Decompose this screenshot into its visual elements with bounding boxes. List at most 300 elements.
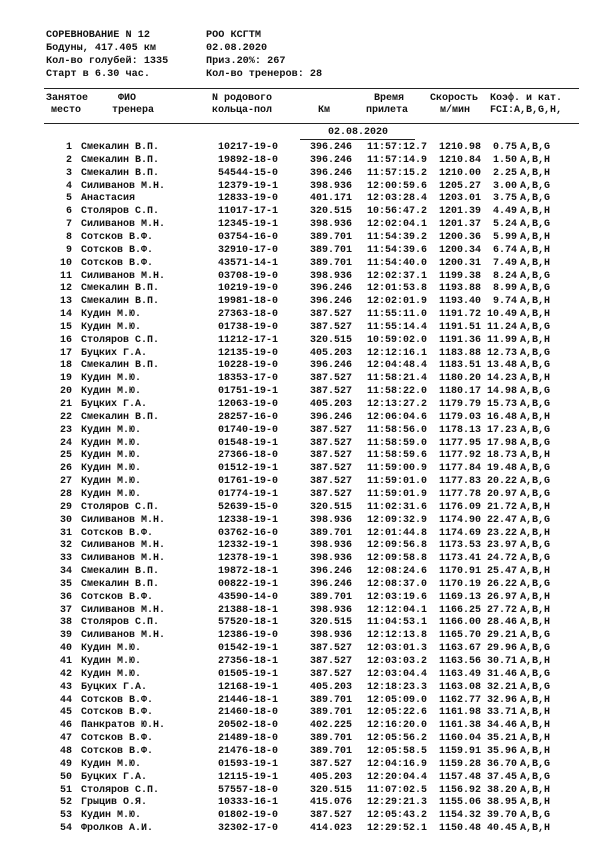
cell-coef: 16.48: [486, 411, 517, 423]
cell-trainer: Буцких Г.А.: [81, 771, 148, 783]
table-row: [0, 257, 600, 270]
cell-place: 3: [65, 167, 72, 179]
col-speed-header-2: м/мин: [440, 105, 471, 116]
cell-fci: A,B,G: [520, 476, 551, 488]
cell-trainer: Силиванов М.Н.: [81, 540, 166, 552]
cell-ring: 20502-18-0: [218, 720, 279, 732]
cell-trainer: Сотсков В.Ф.: [81, 694, 154, 706]
table-row: [0, 321, 600, 334]
cell-time: 11:54:40.0: [366, 257, 427, 269]
cell-coef: 13.48: [486, 360, 517, 372]
cell-place: 11: [59, 270, 72, 282]
cell-km: 389.701: [309, 231, 352, 243]
cell-trainer: Фролков А.И.: [81, 823, 154, 835]
cell-place: 26: [59, 463, 72, 475]
cell-fci: A,B,G: [520, 681, 551, 693]
cell-trainer: Сотсков В.Ф.: [81, 733, 154, 745]
cell-trainer: Смекалин В.П.: [81, 283, 160, 295]
table-row: [0, 385, 600, 398]
cell-km: 405.203: [309, 771, 352, 783]
cell-fci: A,B,H: [520, 604, 551, 616]
cell-time: 11:04:53.1: [366, 617, 427, 629]
cell-coef: 3.75: [492, 193, 517, 205]
cell-trainer: Силиванов М.Н.: [81, 514, 166, 526]
cell-fci: A,B,H: [520, 720, 551, 732]
cell-trainer: Грыцив О.Я.: [81, 797, 148, 809]
cell-coef: 8.24: [492, 270, 517, 282]
cell-fci: A,B,G: [520, 219, 551, 231]
cell-trainer: Смекалин В.П.: [81, 142, 160, 153]
cell-km: 398.936: [309, 630, 352, 642]
cell-speed: 1183.51: [438, 360, 481, 372]
cell-speed: 1177.92: [438, 450, 481, 462]
table-row: [0, 719, 600, 732]
cell-coef: 3.00: [492, 180, 517, 192]
cell-trainer: Панкратов Ю.Н.: [81, 720, 166, 732]
cell-ring: 12338-19-1: [218, 514, 279, 526]
cell-fci: A,B,G: [520, 193, 551, 205]
cell-fci: A,B,G: [520, 424, 551, 436]
cell-coef: 21.72: [486, 501, 517, 513]
table-row: [0, 347, 600, 360]
cell-speed: 1162.77: [438, 694, 481, 706]
cell-ring: 12386-19-0: [218, 630, 279, 642]
cell-ring: 12135-19-0: [218, 347, 279, 359]
cell-ring: 57520-18-1: [218, 617, 279, 629]
cell-km: 398.936: [309, 270, 352, 282]
cell-trainer: Смекалин В.П.: [81, 154, 160, 166]
cell-trainer: Столяров С.П.: [81, 334, 160, 346]
table-row: [0, 552, 600, 565]
cell-speed: 1165.70: [438, 630, 481, 642]
cell-place: 44: [59, 694, 72, 706]
cell-coef: 12.73: [486, 347, 517, 359]
cell-trainer: Столяров С.П.: [81, 501, 160, 513]
cell-place: 31: [59, 527, 72, 539]
cell-fci: A,B,G: [520, 386, 551, 398]
cell-coef: 22.47: [486, 514, 517, 526]
cell-coef: 5.99: [492, 231, 517, 243]
cell-trainer: Силиванов М.Н.: [81, 219, 166, 231]
cell-speed: 1201.37: [438, 219, 481, 231]
cell-trainer: Сотсков В.Ф.: [81, 591, 154, 603]
cell-km: 387.527: [309, 643, 352, 655]
cell-place: 17: [59, 347, 72, 359]
cell-ring: 12063-19-0: [218, 399, 279, 410]
cell-ring: 21388-18-1: [218, 604, 279, 616]
cell-place: 49: [59, 758, 72, 770]
cell-fci: A,B,H: [520, 154, 551, 166]
table-row: [0, 565, 600, 578]
table-row: [0, 218, 600, 231]
cell-place: 48: [59, 745, 72, 757]
cell-time: 12:05:56.2: [366, 733, 427, 745]
cell-km: 387.527: [309, 373, 352, 385]
cell-time: 12:01:44.8: [366, 527, 427, 539]
cell-speed: 1200.34: [438, 244, 481, 256]
cell-km: 415.076: [309, 797, 352, 809]
table-row: [0, 167, 600, 180]
cell-time: 12:06:04.6: [366, 411, 427, 423]
cell-place: 6: [65, 206, 72, 218]
cell-fci: A,B,H: [520, 707, 551, 719]
cell-fci: A,B,H: [520, 797, 551, 809]
cell-time: 12:12:13.8: [366, 630, 427, 642]
cell-time: 11:54:39.6: [366, 244, 427, 256]
cell-coef: 15.73: [486, 399, 517, 410]
cell-speed: 1191.51: [438, 321, 481, 333]
cell-place: 13: [59, 296, 72, 308]
cell-km: 387.527: [309, 810, 352, 822]
cell-coef: 34.46: [486, 720, 517, 732]
cell-time: 12:12:04.1: [366, 604, 427, 616]
table-row: [0, 411, 600, 424]
cell-fci: A,B,G: [520, 578, 551, 590]
cell-place: 15: [59, 321, 72, 333]
cell-fci: A,B,G: [520, 360, 551, 372]
cell-trainer: Кудин М.Ю.: [81, 488, 142, 500]
cell-ring: 12332-19-1: [218, 540, 279, 552]
cell-place: 52: [59, 797, 72, 809]
cell-coef: 36.70: [486, 758, 517, 770]
cell-ring: 03708-19-0: [218, 270, 279, 282]
table-row: [0, 141, 600, 154]
cell-place: 50: [59, 771, 72, 783]
table-row: [0, 527, 600, 540]
cell-coef: 8.99: [492, 283, 517, 295]
cell-ring: 10219-19-0: [218, 283, 279, 295]
cell-time: 12:05:58.5: [366, 745, 427, 757]
cell-ring: 01512-19-1: [218, 463, 279, 475]
cell-coef: 9.74: [492, 296, 517, 308]
cell-coef: 11.24: [486, 321, 517, 333]
cell-place: 35: [59, 578, 72, 590]
cell-speed: 1163.08: [438, 681, 481, 693]
cell-fci: A,B,G: [520, 771, 551, 783]
cell-place: 20: [59, 386, 72, 398]
cell-fci: A,B,G: [520, 437, 551, 449]
cell-km: 320.515: [309, 784, 352, 796]
cell-trainer: Столяров С.П.: [81, 617, 160, 629]
cell-coef: 5.24: [492, 219, 517, 231]
cell-place: 30: [59, 514, 72, 526]
cell-place: 27: [59, 476, 72, 488]
cell-coef: 4.49: [492, 206, 517, 218]
cell-trainer: Столяров С.П.: [81, 784, 160, 796]
competition-date: 02.08.2020: [206, 43, 268, 54]
table-row: [0, 308, 600, 321]
cell-km: 389.701: [309, 707, 352, 719]
cell-ring: 01738-19-0: [218, 321, 279, 333]
table-row: [0, 784, 600, 797]
cell-fci: A,B,H: [520, 334, 551, 346]
cell-fci: A,B,H: [520, 257, 551, 269]
cell-time: 12:09:56.8: [366, 540, 427, 552]
col-coef-header-2: FCI:A,B,G,H,: [490, 105, 563, 116]
cell-coef: 18.73: [486, 450, 517, 462]
cell-coef: 32.96: [486, 694, 517, 706]
cell-ring: 57557-18-0: [218, 784, 279, 796]
cell-place: 25: [59, 450, 72, 462]
cell-speed: 1159.28: [438, 758, 481, 770]
cell-trainer: Буцких Г.А.: [81, 399, 148, 410]
cell-coef: 32.21: [486, 681, 517, 693]
cell-speed: 1180.20: [438, 373, 481, 385]
cell-trainer: Буцких Г.А.: [81, 347, 148, 359]
table-row: [0, 642, 600, 655]
cell-ring: 10217-19-0: [218, 142, 279, 153]
cell-ring: 28257-16-0: [218, 411, 279, 423]
cell-trainer: Кудин М.Ю.: [81, 668, 142, 680]
cell-place: 38: [59, 617, 72, 629]
cell-speed: 1157.48: [438, 771, 481, 783]
col-time-header-2: прилета: [366, 105, 409, 116]
cell-fci: A,B,H: [520, 566, 551, 578]
cell-speed: 1177.84: [438, 463, 481, 475]
cell-time: 12:29:52.1: [366, 823, 427, 835]
cell-fci: A,B,G: [520, 399, 551, 410]
cell-coef: 29.96: [486, 643, 517, 655]
cell-fci: A,B,G: [520, 321, 551, 333]
prizes-count: Приз.20%: 267: [206, 56, 286, 67]
cell-speed: 1210.00: [438, 167, 481, 179]
table-row: [0, 694, 600, 707]
cell-ring: 12345-19-1: [218, 219, 279, 231]
cell-time: 12:03:28.4: [366, 193, 427, 205]
cell-fci: A,B,G: [520, 463, 551, 475]
cell-time: 11:55:11.0: [366, 309, 427, 321]
cell-km: 405.203: [309, 347, 352, 359]
cell-fci: A,B,G: [520, 347, 551, 359]
cell-coef: 25.47: [486, 566, 517, 578]
cell-trainer: Кудин М.Ю.: [81, 309, 142, 321]
cell-place: 8: [65, 231, 72, 243]
cell-km: 387.527: [309, 463, 352, 475]
cell-place: 29: [59, 501, 72, 513]
cell-km: 396.246: [309, 411, 352, 423]
col-speed-header: Скорость: [430, 93, 479, 104]
cell-time: 11:54:39.2: [366, 231, 427, 243]
col-name-header: ФИО: [118, 93, 137, 104]
cell-speed: 1179.03: [438, 411, 481, 423]
cell-coef: 20.22: [486, 476, 517, 488]
cell-place: 19: [59, 373, 72, 385]
cell-place: 28: [59, 488, 72, 500]
cell-km: 396.246: [309, 360, 352, 372]
cell-ring: 01548-19-1: [218, 437, 279, 449]
cell-km: 387.527: [309, 437, 352, 449]
cell-km: 389.701: [309, 745, 352, 757]
cell-ring: 11017-17-1: [218, 206, 279, 218]
cell-speed: 1161.98: [438, 707, 481, 719]
cell-ring: 01751-19-1: [218, 386, 279, 398]
cell-time: 11:59:01.0: [366, 476, 427, 488]
cell-place: 12: [59, 283, 72, 295]
cell-trainer: Кудин М.Ю.: [81, 758, 142, 770]
cell-speed: 1174.90: [438, 514, 481, 526]
cell-trainer: Кудин М.Ю.: [81, 373, 142, 385]
table-row: [0, 668, 600, 681]
cell-fci: A,B,H: [520, 591, 551, 603]
cell-coef: 29.21: [486, 630, 517, 642]
cell-coef: 37.45: [486, 771, 517, 783]
cell-time: 11:59:00.9: [366, 463, 427, 475]
flight-distance: Бодуны, 417.405 км: [46, 43, 157, 54]
cell-speed: 1191.72: [438, 309, 481, 321]
table-row: [0, 745, 600, 758]
cell-ring: 18353-17-0: [218, 373, 279, 385]
cell-ring: 27356-18-1: [218, 656, 279, 667]
cell-trainer: Кудин М.Ю.: [81, 643, 142, 655]
cell-place: 41: [59, 656, 72, 667]
cell-place: 24: [59, 437, 72, 449]
cell-speed: 1177.95: [438, 437, 481, 449]
cell-coef: 26.22: [486, 578, 517, 590]
cell-time: 12:00:59.6: [366, 180, 427, 192]
cell-place: 2: [65, 154, 72, 166]
cell-place: 37: [59, 604, 72, 616]
cell-coef: 1.50: [492, 154, 517, 166]
cell-coef: 7.49: [492, 257, 517, 269]
cell-speed: 1191.36: [438, 334, 481, 346]
cell-time: 11:57:14.9: [366, 154, 427, 166]
table-row: [0, 514, 600, 527]
cell-ring: 11212-17-1: [218, 334, 279, 346]
cell-speed: 1163.56: [438, 656, 481, 667]
table-row: [0, 244, 600, 257]
col-place-header-2: место: [51, 105, 82, 116]
date-row: 02.08.2020: [328, 127, 389, 138]
table-row: [0, 796, 600, 809]
cell-trainer: Смекалин В.П.: [81, 411, 160, 423]
cell-trainer: Силиванов М.Н.: [81, 630, 166, 642]
cell-fci: A,B,H: [520, 206, 551, 218]
cell-ring: 01761-19-0: [218, 476, 279, 488]
cell-place: 51: [59, 784, 72, 796]
cell-place: 10: [59, 257, 72, 269]
cell-km: 389.701: [309, 733, 352, 745]
date-row-rule: [300, 139, 415, 140]
cell-coef: 40.45: [486, 823, 517, 835]
cell-time: 11:58:21.4: [366, 373, 427, 385]
cell-km: 387.527: [309, 450, 352, 462]
cell-coef: 20.97: [486, 488, 517, 500]
cell-trainer: Смекалин В.П.: [81, 360, 160, 372]
cell-fci: A,B,G: [520, 488, 551, 500]
cell-trainer: Кудин М.Ю.: [81, 321, 142, 333]
cell-time: 12:03:04.4: [366, 668, 427, 680]
cell-time: 12:08:24.6: [366, 566, 427, 578]
cell-coef: 35.96: [486, 745, 517, 757]
cell-place: 18: [59, 360, 72, 372]
cell-speed: 1200.31: [438, 257, 481, 269]
cell-fci: A,B,H: [520, 411, 551, 423]
cell-ring: 10228-19-0: [218, 360, 279, 372]
cell-ring: 32302-17-0: [218, 823, 279, 835]
cell-place: 43: [59, 681, 72, 693]
cell-trainer: Кудин М.Ю.: [81, 386, 142, 398]
cell-fci: A,B,H: [520, 745, 551, 757]
col-name-header-2: тренера: [112, 105, 155, 116]
cell-ring: 19981-18-0: [218, 296, 279, 308]
cell-time: 12:03:19.6: [366, 591, 427, 603]
cell-km: 320.515: [309, 501, 352, 513]
cell-coef: 30.71: [486, 656, 517, 667]
table-row: [0, 334, 600, 347]
cell-ring: 21489-18-0: [218, 733, 279, 745]
cell-fci: A,B,H: [520, 617, 551, 629]
table-row: [0, 154, 600, 167]
organization: РОО КСГТМ: [206, 30, 262, 41]
cell-km: 398.936: [309, 540, 352, 552]
table-row: [0, 604, 600, 617]
cell-km: 389.701: [309, 244, 352, 256]
cell-time: 11:02:31.6: [366, 501, 427, 513]
cell-time: 12:16:20.0: [366, 720, 427, 732]
cell-km: 389.701: [309, 527, 352, 539]
cell-coef: 17.23: [486, 424, 517, 436]
cell-place: 42: [59, 668, 72, 680]
cell-trainer: Силиванов М.Н.: [81, 604, 166, 616]
cell-km: 396.246: [309, 296, 352, 308]
cell-time: 12:13:27.2: [366, 399, 427, 410]
cell-km: 387.527: [309, 424, 352, 436]
cell-coef: 33.71: [486, 707, 517, 719]
cell-ring: 21446-18-1: [218, 694, 279, 706]
cell-fci: A,B,G: [520, 270, 551, 282]
cell-time: 11:55:14.4: [366, 321, 427, 333]
table-row: [0, 398, 600, 411]
cell-fci: A,B,G: [520, 810, 551, 822]
cell-time: 11:57:15.2: [366, 167, 427, 179]
cell-speed: 1177.78: [438, 488, 481, 500]
table-row: [0, 359, 600, 372]
cell-km: 396.246: [309, 283, 352, 295]
table-row: [0, 462, 600, 475]
cell-trainer: Силиванов М.Н.: [81, 553, 166, 565]
table-row: [0, 282, 600, 295]
cell-trainer: Смекалин В.П.: [81, 167, 160, 179]
cell-trainer: Кудин М.Ю.: [81, 810, 142, 822]
cell-ring: 01802-19-0: [218, 810, 279, 822]
cell-ring: 00822-19-1: [218, 578, 279, 590]
col-coef-header: Коэф. и кат.: [490, 93, 563, 104]
start-time: Старт в 6.30 час.: [46, 69, 150, 80]
table-row: [0, 437, 600, 450]
cell-ring: 19892-18-0: [218, 154, 279, 166]
cell-speed: 1155.06: [438, 797, 481, 809]
cell-coef: 26.97: [486, 591, 517, 603]
cell-fci: A,B,H: [520, 296, 551, 308]
cell-ring: 12378-19-1: [218, 553, 279, 565]
cell-coef: 19.48: [486, 463, 517, 475]
cell-time: 12:08:37.0: [366, 578, 427, 590]
cell-trainer: Силиванов М.Н.: [81, 270, 166, 282]
cell-place: 9: [65, 244, 72, 256]
cell-ring: 01593-19-1: [218, 758, 279, 770]
cell-ring: 12833-19-0: [218, 193, 279, 205]
cell-coef: 38.95: [486, 797, 517, 809]
cell-time: 12:04:48.4: [366, 360, 427, 372]
cell-trainer: Сотсков В.Ф.: [81, 257, 154, 269]
cell-km: 387.527: [309, 309, 352, 321]
cell-fci: A,B,G: [520, 283, 551, 295]
cell-km: 398.936: [309, 219, 352, 231]
cell-place: 47: [59, 733, 72, 745]
cell-km: 398.936: [309, 604, 352, 616]
cell-trainer: Смекалин В.П.: [81, 296, 160, 308]
cell-km: 396.246: [309, 167, 352, 179]
